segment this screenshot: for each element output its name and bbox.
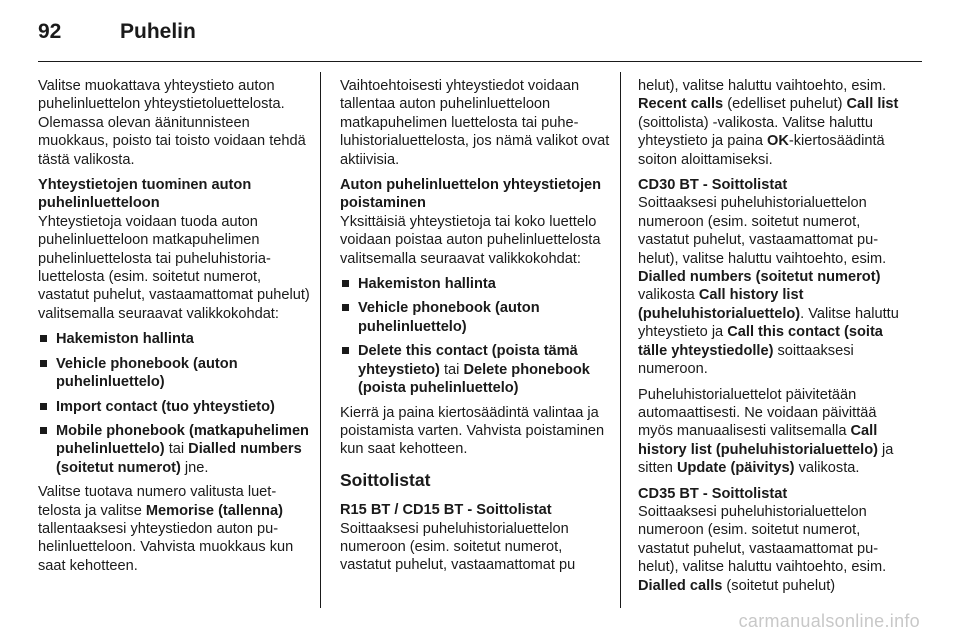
inline-text: (soitetut puhelut) bbox=[722, 577, 836, 594]
inline-text: soittaaksesi numeroon. bbox=[638, 342, 854, 378]
menu-item-name: Mobile phonebook (matkapuhelimen puhelinluettelo) bbox=[56, 422, 309, 458]
menu-item-name: Vehicle phonebook (auton puhelinluettelo) bbox=[56, 355, 238, 391]
list-item bbox=[340, 342, 612, 397]
list-item bbox=[38, 355, 310, 392]
intro-paragraph: Valitse muokattava yhteystieto auton puhelinluettelon yhteystietoluettelosta. Olemassa olevan äänitunnisteen muokkaus, poisto tai toisto voidaan tehdä tästä valikosta. bbox=[38, 78, 306, 168]
menu-item-name: OK bbox=[767, 133, 789, 150]
menu-item-name: Recent calls bbox=[638, 96, 724, 113]
inline-text: . Valitse haluttu yhteystieto ja bbox=[638, 305, 899, 341]
menu-item-name: Hakemiston hallinta bbox=[358, 276, 496, 293]
text-column-3 bbox=[638, 77, 910, 602]
text-column-2 bbox=[340, 77, 612, 582]
inline-text: tai bbox=[439, 361, 464, 378]
inline-text: (soittolista) -valikosta. Valitse haluttu yhteystieto ja paina bbox=[638, 114, 873, 150]
subheading-r15-cd15: R15 BT / CD15 BT - Soittolistat bbox=[340, 502, 552, 519]
menu-item-name: Dialled numbers (soitetut numerot) bbox=[638, 269, 881, 286]
inline-text: -kiertosäädintä soiton aloittamiseksi. bbox=[638, 133, 885, 168]
paragraph: Soittaaksesi puheluhistorialuettelon numeroon (esim. soitetut numerot, vastatut puhelut, vastaamattomat pu bbox=[340, 520, 576, 574]
menu-item-name: Import contact (tuo yhteystieto) bbox=[56, 398, 275, 415]
text-column-1 bbox=[38, 77, 310, 582]
subheading-import-contacts: Yhteystietojen tuominen auton puhelinluetteloon bbox=[38, 177, 252, 212]
list-item bbox=[340, 299, 612, 336]
menu-item-name: Delete this contact (poista tämä yhteystieto) bbox=[358, 343, 578, 378]
column-divider bbox=[620, 72, 621, 608]
paragraph bbox=[638, 386, 910, 478]
inline-text: Puheluhistorialuettelot päivitetään automaattisesti. Ne voidaan päivittää myös manuaalisesti valitsemalla bbox=[638, 386, 877, 440]
inline-text: Soittaaksesi puheluhistorialuettelon numeroon (esim. soitetut numerot, vastatut puhelut, vastaamattomat puhelut), valitse haluttu vaihtoehto, esim. bbox=[638, 503, 887, 576]
subheading-cd30: CD30 BT - Soittolistat bbox=[638, 177, 788, 194]
menu-item-name: Update (päivitys) bbox=[676, 460, 795, 477]
inline-text: tallentaaksesi yhteystiedon auton puhelinluetteloon. Vahvista muokkaus kun saat kehotteen. bbox=[38, 520, 294, 574]
paragraph bbox=[638, 503, 910, 595]
paragraph bbox=[638, 77, 910, 169]
list-item bbox=[38, 330, 310, 348]
inline-text: valikosta bbox=[638, 287, 699, 304]
watermark: carmanualsonline.info bbox=[738, 611, 920, 631]
inline-text: valikosta. bbox=[794, 460, 860, 477]
section-heading: Soittolistat bbox=[340, 469, 431, 490]
menu-item-name: Call list bbox=[846, 96, 899, 113]
menu-item-name: Call history list (puheluhistorialuettelo) bbox=[638, 287, 804, 322]
page-header bbox=[0, 0, 960, 62]
menu-path-list bbox=[340, 275, 612, 397]
column-divider bbox=[320, 72, 321, 608]
menu-item-name: Call history list (puheluhistorialuettelo) bbox=[638, 423, 878, 458]
header-rule bbox=[38, 61, 922, 62]
paragraph bbox=[38, 483, 310, 575]
subheading-delete-contacts: Auton puhelinluettelon yhteystietojen poistaminen bbox=[340, 177, 602, 212]
page-number: 92 bbox=[38, 20, 62, 43]
menu-path-list bbox=[38, 330, 310, 477]
inline-text: Valitse tuotava numero valitusta luettelosta ja valitse bbox=[38, 484, 277, 519]
menu-item-name: Vehicle phonebook (auton puhelinluettelo) bbox=[358, 300, 540, 335]
menu-item-name: Dialled numbers (soitetut numerot) bbox=[56, 441, 302, 476]
menu-item-name: Call this contact (soita tälle yhteystiedolle) bbox=[638, 324, 883, 359]
paragraph: Yhteystietoja voidaan tuoda auton puhelinluetteloon matkapuhelimen puhelinluettelosta tai puheluhistorialuettelosta (esim. soitetut numerot, vastatut puhelut, vastaamattomat puhelut) valitsemalla seuraavat valikkokohdat: bbox=[38, 213, 310, 322]
menu-item-name: Dialled calls bbox=[638, 577, 723, 594]
list-item bbox=[340, 275, 612, 293]
inline-text: helut), valitse haluttu vaihtoehto, esim. bbox=[638, 78, 887, 94]
paragraph: Kierrä ja paina kiertosäädintä valintaa ja poistamista varten. Vahvista poistaminen kun saat kehotteen. bbox=[340, 404, 605, 458]
subheading-cd35: CD35 BT - Soittolistat bbox=[638, 485, 788, 502]
page-title: Puhelin bbox=[120, 20, 196, 43]
inline-text: (edelliset puhelut) bbox=[723, 96, 847, 113]
list-item bbox=[38, 398, 310, 416]
inline-text: ja sitten bbox=[638, 441, 894, 477]
inline-text: jne. bbox=[180, 459, 209, 476]
paragraph: Vaihtoehtoisesti yhteystiedot voidaan tallentaa auton puhelinluetteloon matkapuhelimen luettelosta tai puheluhistorialuettelosta, jos nämä valikot ovat aktiivisia. bbox=[340, 78, 610, 168]
menu-item-name: Delete phonebook (poista puhelinluettelo) bbox=[358, 361, 590, 397]
menu-item-name: Hakemiston hallinta bbox=[56, 331, 194, 348]
paragraph: Yksittäisiä yhteystietoja tai koko luettelo voidaan poistaa auton puhelinluettelosta valitsemalla seuraavat valikkokohdat: bbox=[340, 213, 601, 267]
menu-item-name: Memorise (tallenna) bbox=[145, 502, 283, 519]
paragraph bbox=[638, 194, 910, 378]
list-item bbox=[38, 422, 310, 477]
inline-text: tai bbox=[164, 441, 189, 458]
inline-text: Soittaaksesi puheluhistorialuettelon numeroon (esim. soitetut numerot, vastatut puhelut, vastaamattomat puhelut), valitse haluttu vaihtoehto, esim. bbox=[638, 195, 887, 267]
